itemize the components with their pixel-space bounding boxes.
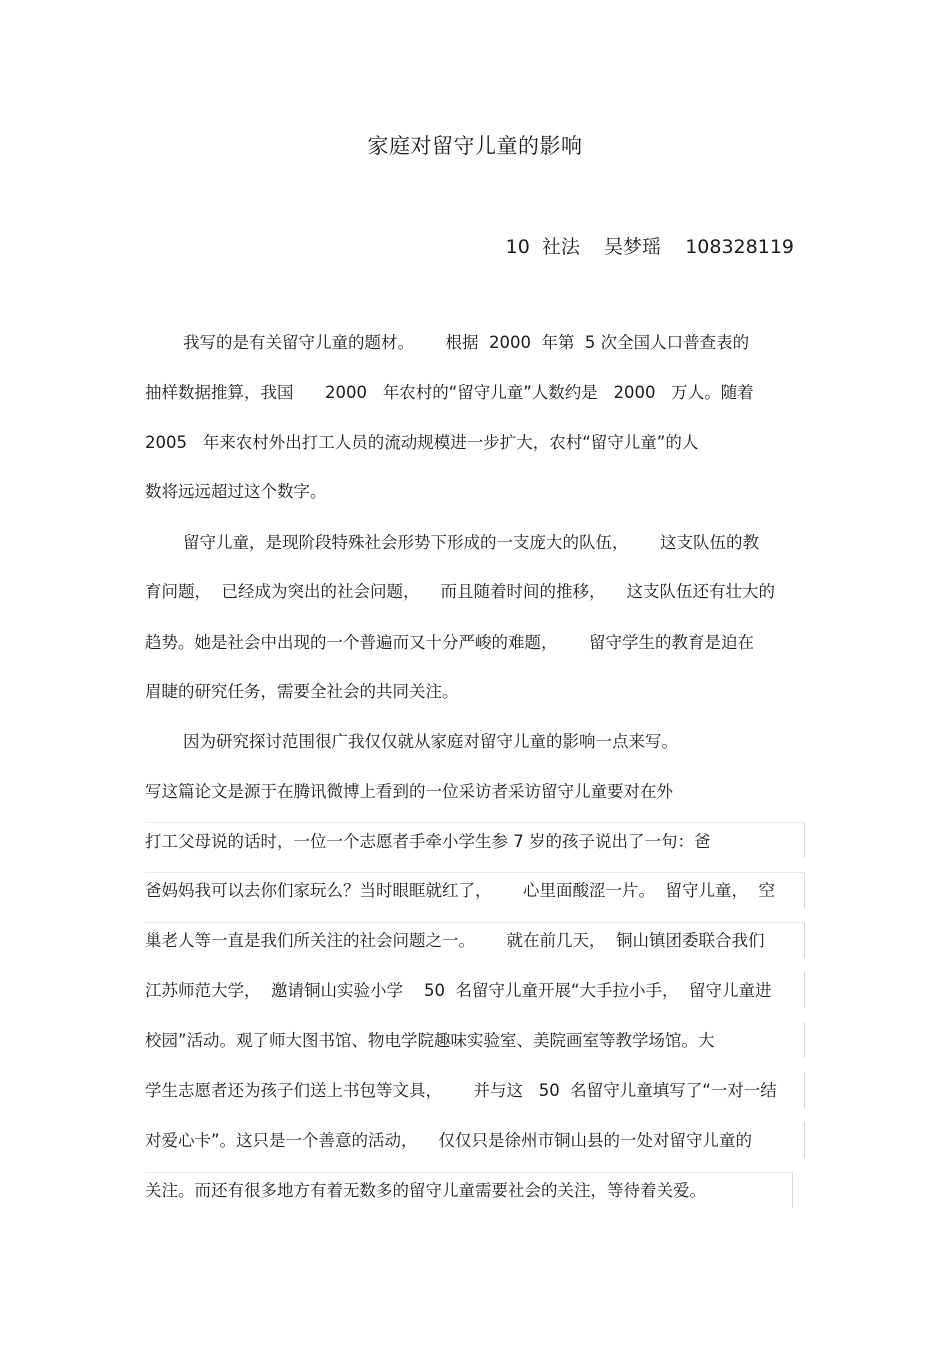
scan-edge-line [804, 822, 805, 858]
paragraph-line: 校园”活动。观了师大图书馆、物电学院趣味实验室、美院画室等教学场馆。大 [145, 1031, 715, 1050]
paragraph-line: 因为研究探讨范围很广我仅仅就从家庭对留守儿童的影响一点来写。 [183, 732, 678, 751]
document-title: 家庭对留守儿童的影响 [367, 134, 583, 158]
scan-edge-line [804, 1122, 805, 1158]
scan-separator [145, 922, 805, 923]
paragraph-line: 对爱心卡”。这只是一个善意的活动， 仅仅只是徐州市铜山县的一处对留守儿童的 [145, 1131, 753, 1150]
scan-edge-line [804, 922, 805, 958]
paragraph-line: 巢老人等一直是我们所关注的社会问题之一。 就在前几天， 铜山镇团委联合我们 [145, 931, 765, 950]
paragraph-line: 江苏师范大学， 邀请铜山实验小学 50 名留守儿童开展“大手拉小手， 留守儿童进 [145, 981, 772, 1000]
paragraph-line: 眉睫的研究任务，需要全社会的共同关注。 [145, 682, 459, 701]
scan-separator [145, 822, 805, 823]
paragraph-line: 抽样数据推算，我国 2000 年农村的“留守儿童”人数约是 2000 万人。随着 [145, 383, 754, 402]
paragraph-line: 我写的是有关留守儿童的题材。 根据 2000 年第 5 次全国人口普查表的 [183, 333, 750, 352]
scan-separator [145, 1172, 793, 1173]
paragraph-line: 打工父母说的话时，一位一个志愿者手牵小学生参 7 岁的孩子说出了一句：爸 [145, 832, 711, 851]
paragraph-line: 留守儿童，是现阶段特殊社会形势下形成的一支庞大的队伍， 这支队伍的教 [183, 533, 759, 552]
scan-edge-line [804, 1072, 805, 1108]
scan-edge-line [804, 972, 805, 1008]
scan-edge-line [804, 872, 805, 908]
paragraph-line: 爸妈妈我可以去你们家玩么？当时眼眶就红了， 心里面酸涩一片。 留守儿童， 空 [145, 881, 775, 900]
paragraph-line: 2005 年来农村外出打工人员的流动规模进一步扩大，农村“留守儿童”的人 [145, 433, 699, 452]
scan-edge-line [792, 1172, 793, 1208]
scan-edge-line [804, 1022, 805, 1058]
paragraph-line: 育问题， 已经成为突出的社会问题， 而且随着时间的推移， 这支队伍还有壮大的 [145, 582, 775, 601]
paragraph-line: 趋势。她是社会中出现的一个普遍而又十分严峻的难题， 留守学生的教育是迫在 [145, 633, 754, 652]
scan-separator [145, 872, 805, 873]
author-line: 10 社法 吴梦瑶 108328119 [505, 236, 794, 258]
paragraph-line: 写这篇论文是源于在腾讯微博上看到的一位采访者采访留守儿童要对在外 [145, 782, 673, 801]
paragraph-line: 学生志愿者还为孩子们送上书包等文具， 并与这 50 名留守儿童填写了“一对一结 [145, 1081, 777, 1100]
paragraph-line: 关注。而还有很多地方有着无数多的留守儿童需要社会的关注，等待着关爱。 [145, 1181, 706, 1200]
paragraph-line: 数将远远超过这个数字。 [145, 482, 327, 501]
